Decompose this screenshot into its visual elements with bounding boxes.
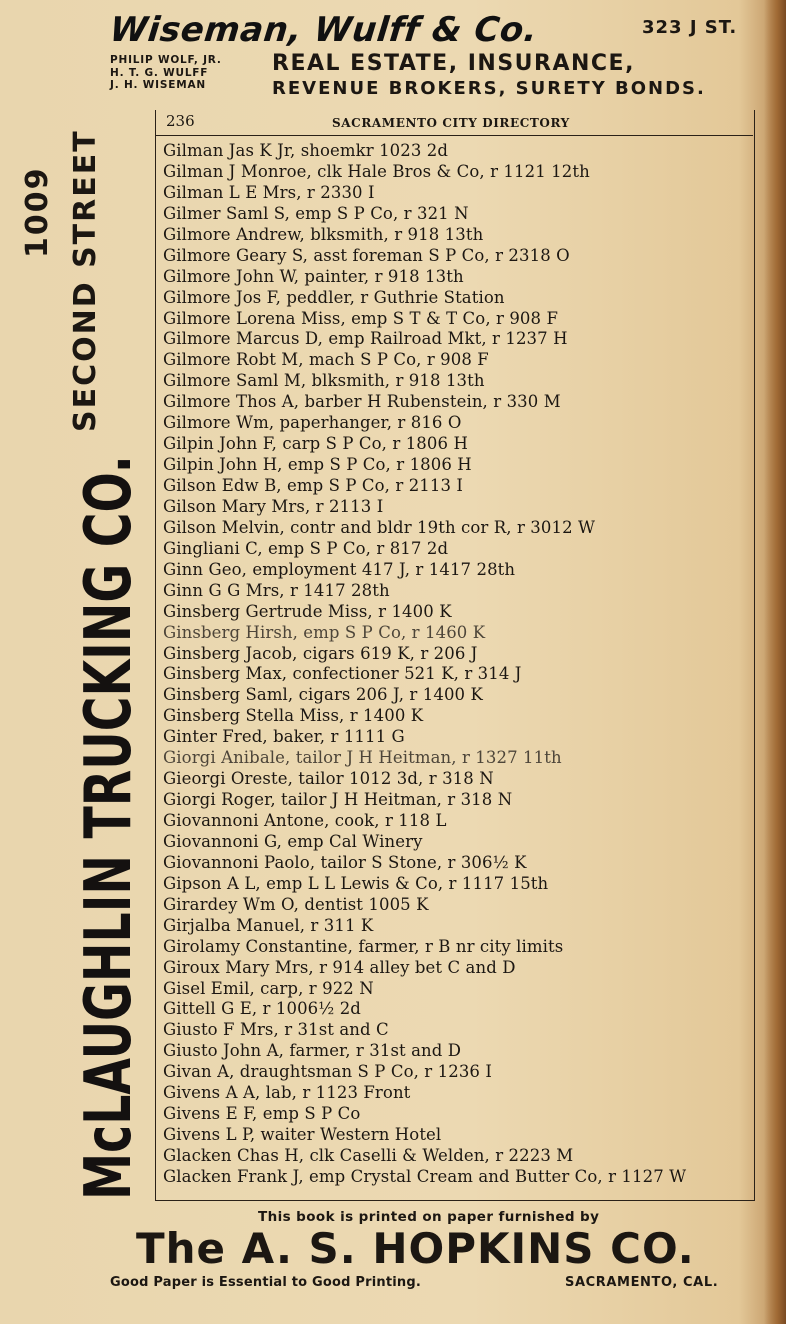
list-item: Gilman J Monroe, clk Hale Bros & Co, r 1121 12th [163, 161, 590, 181]
list-item: Giovannoni Antone, cook, r 118 L [163, 811, 447, 830]
side-ad-company: McLAUGHLIN TRUCKING CO. [72, 455, 146, 1200]
list-item: Gilmore Robt M, mach S P Co, r 908 F [163, 350, 489, 370]
list-item: Girjalba Manuel, r 311 K [163, 915, 374, 935]
list-item: Ginn G G Mrs, r 1417 28th [163, 580, 390, 600]
footer-ad-company: The A. S. HOPKINS CO. [136, 1224, 695, 1273]
list-item: Giorgi Anibale, tailor J H Heitman, r 1327 11th [163, 748, 562, 768]
running-head: SACRAMENTO CITY DIRECTORY [332, 116, 570, 130]
list-item: Ginsberg Stella Miss, r 1400 K [163, 706, 424, 726]
side-ad [20, 120, 150, 1200]
list-item: Ginsberg Hirsh, emp S P Co, r 1460 K [163, 622, 486, 642]
list-item: Gittell G E, r 1006½ 2d [163, 999, 361, 1019]
list-item: Girolamy Constantine, farmer, r B nr city limits [163, 936, 564, 956]
list-item: Gingliani C, emp S P Co, r 817 2d [163, 538, 449, 558]
list-item: Gilmore Wm, paperhanger, r 816 O [163, 413, 462, 433]
service-line: REVENUE BROKERS, SURETY BONDS. [272, 78, 706, 99]
list-item: Gilpin John H, emp S P Co, r 1806 H [163, 455, 472, 475]
list-item: Giovannoni Paolo, tailor S Stone, r 306½ K [163, 852, 527, 872]
list-item: Givens L P, waiter Western Hotel [163, 1125, 442, 1145]
list-item: Ginsberg Jacob, cigars 619 K, r 206 J [163, 643, 478, 663]
list-item: Gilmore Geary S, asst foreman S P Co, r 2318 O [163, 245, 570, 265]
partner-name: PHILIP WOLF, JR. [110, 54, 222, 66]
footer-ad-slogan: Good Paper is Essential to Good Printing. [110, 1275, 422, 1290]
list-item: Givens A A, lab, r 1123 Front [163, 1083, 411, 1103]
list-item: Gilson Mary Mrs, r 2113 I [163, 496, 384, 516]
list-item: Giroux Mary Mrs, r 914 alley bet C and D [163, 957, 516, 977]
header-rule [155, 135, 753, 136]
side-ad-number: 1009 [20, 166, 55, 258]
side-ad-street: SECOND STREET [68, 129, 103, 432]
list-item: Giorgi Roger, tailor J H Heitman, r 318 N [163, 790, 513, 810]
list-item: Gieorgi Oreste, tailor 1012 3d, r 318 N [163, 769, 494, 789]
list-item: Ginsberg Gertrude Miss, r 1400 K [163, 601, 452, 621]
header-ad-address: 323 J ST. [642, 17, 738, 38]
service-line: REAL ESTATE, INSURANCE, [272, 51, 635, 76]
list-item: Gilpin John F, carp S P Co, r 1806 H [163, 434, 468, 454]
list-item: Gilmore Thos A, barber H Rubenstein, r 330 M [163, 392, 561, 412]
page-edge-shadow [764, 0, 786, 1324]
list-item: Gilmer Saml S, emp S P Co, r 321 N [163, 203, 469, 223]
list-item: Gilmore Andrew, blksmith, r 918 13th [163, 224, 484, 244]
list-item: Gilmore Lorena Miss, emp S T & T Co, r 908 F [163, 308, 559, 328]
list-item: Ginsberg Saml, cigars 206 J, r 1400 K [163, 685, 483, 705]
page-number: 236 [166, 112, 195, 130]
list-item: Ginn Geo, employment 417 J, r 1417 28th [163, 559, 516, 579]
list-item: Gilson Edw B, emp S P Co, r 2113 I [163, 476, 464, 495]
list-item: Glacken Chas H, clk Caselli & Welden, r 2223 M [163, 1146, 574, 1165]
list-item: Ginter Fred, baker, r 1111 G [163, 727, 405, 747]
list-item: Glacken Frank J, emp Crystal Cream and Butter Co, r 1127 W [163, 1166, 687, 1186]
footer-ad-intro: This book is printed on paper furnished by [258, 1209, 600, 1225]
list-item: Giusto F Mrs, r 31st and C [163, 1020, 389, 1040]
list-item: Girardey Wm O, dentist 1005 K [163, 894, 429, 914]
list-item: Gisel Emil, carp, r 922 N [163, 978, 374, 998]
list-item: Gilman L E Mrs, r 2330 I [163, 182, 375, 202]
list-item: Givens E F, emp S P Co [163, 1104, 361, 1124]
list-item: Gilman Jas K Jr, shoemkr 1023 2d [163, 141, 449, 160]
list-item: Gipson A L, emp L L Lewis & Co, r 1117 15th [163, 873, 549, 893]
list-item: Giusto John A, farmer, r 31st and D [163, 1041, 462, 1061]
list-item: Gilmore John W, painter, r 918 13th [163, 266, 464, 286]
header-ad-company: Wiseman, Wulff & Co. [107, 10, 540, 50]
directory-entries [163, 141, 753, 1188]
partner-name: J. H. WISEMAN [110, 79, 206, 91]
list-item: Gilmore Saml M, blksmith, r 918 13th [163, 371, 485, 391]
header-ad-services [272, 51, 706, 101]
partner-name: H. T. G. WULFF [110, 66, 209, 79]
list-item: Gilmore Marcus D, emp Railroad Mkt, r 1237 H [163, 329, 568, 349]
list-item: Givan A, draughtsman S P Co, r 1236 I [163, 1062, 492, 1082]
list-item: Ginsberg Max, confectioner 521 K, r 314 J [163, 664, 522, 684]
list-item: Gilmore Jos F, peddler, r Guthrie Station [163, 287, 505, 307]
list-item: Giovannoni G, emp Cal Winery [163, 831, 423, 851]
footer-ad-city: SACRAMENTO, CAL. [565, 1275, 719, 1290]
header-ad-partners [110, 54, 270, 92]
list-item: Gilson Melvin, contr and bldr 19th cor R, r 3012 W [163, 517, 596, 537]
